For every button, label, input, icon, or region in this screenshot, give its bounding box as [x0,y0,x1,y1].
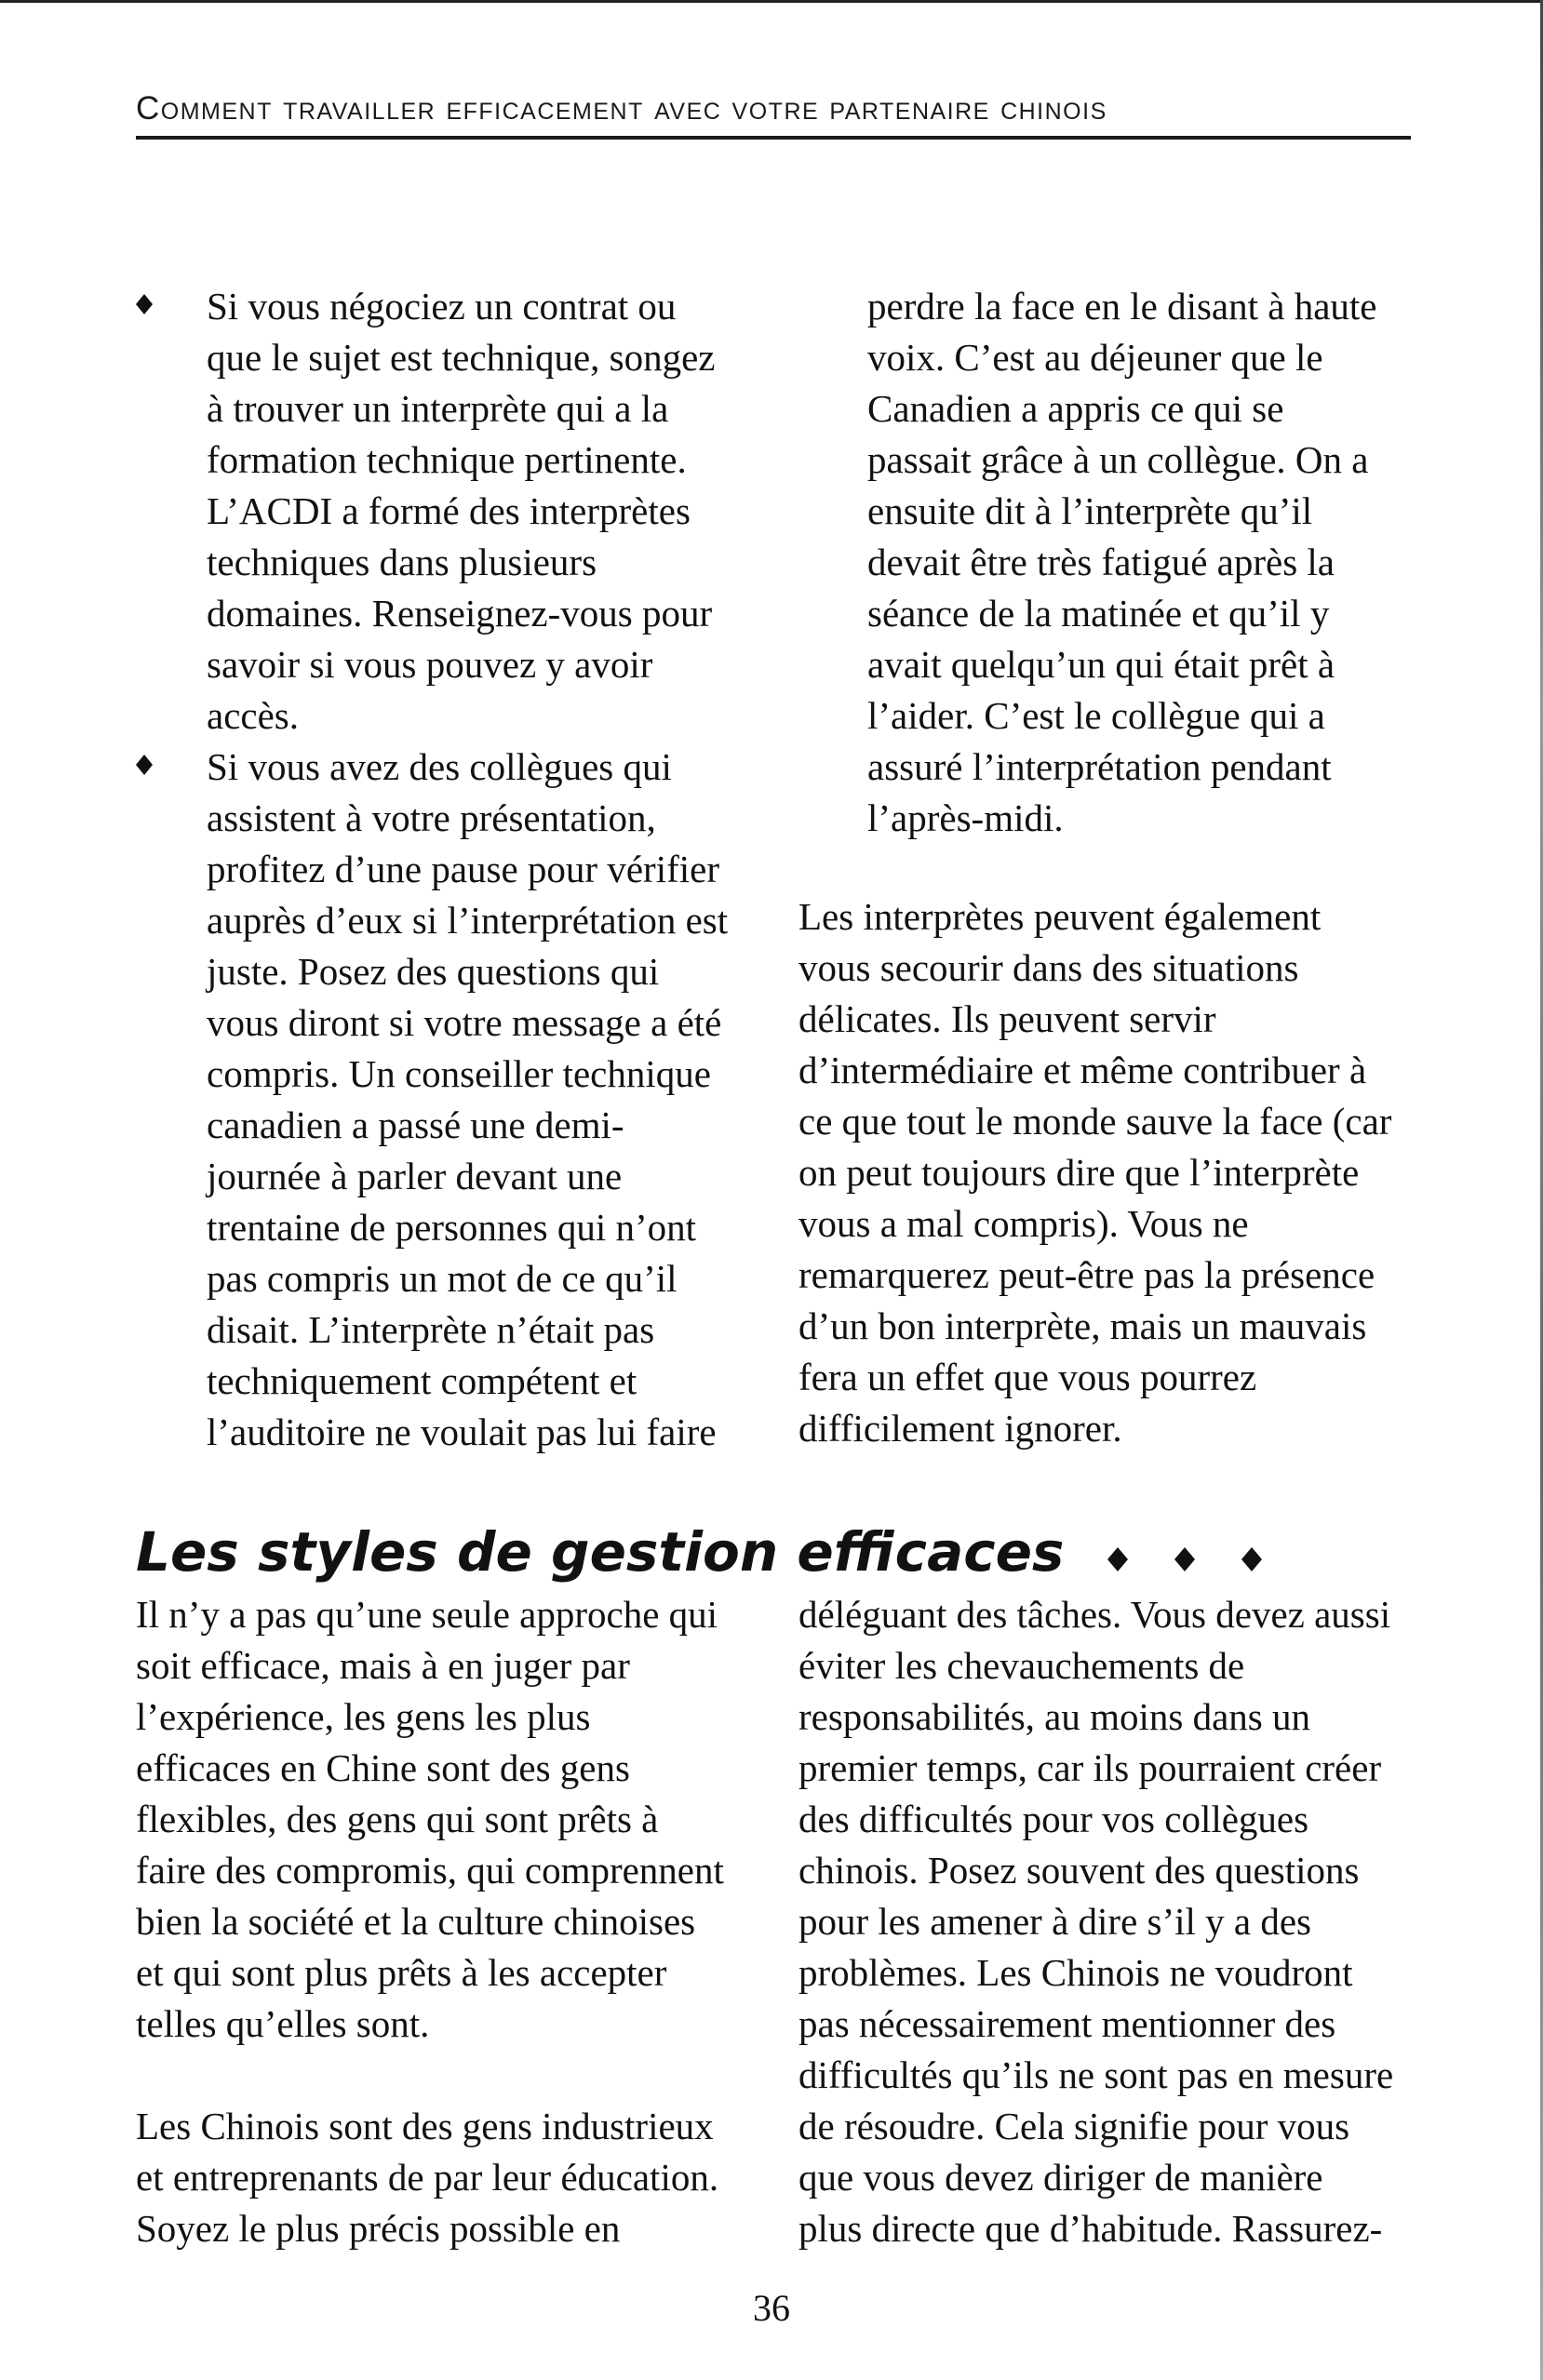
section-paragraph: Il n’y a pas qu’une seule approche qui soit efficace, mais à en juger par l’expérience, les gens les plus efficaces en Chine sont des gens flexibles, des gens qui sont prêts à faire des compromis, qui comprennent bien la société et la culture chinoises et qui sont plus prêts à les accepter telles qu’elles sont. [136,1593,724,2045]
bullet-item [207,281,765,742]
top-border-line [0,0,1543,3]
section-paragraph: Les Chinois sont des gens industrieux et entreprenants de par leur éducation. Soyez le plus précis possible en [136,2105,719,2250]
diamond-ornament-icon [1241,1547,1262,1571]
right-column-continuation: perdre la face en le disant à haute voix. C’est au déjeuner que le Canadien a appris ce qui se passait grâce à un collègue. On a ensuite dit à l’interprète qu’il devait être très fatigué après la séance de la matinée et qu’il y avait quelqu’un qui était prêt à l’aider. C’est le collègue qui a assuré l’interprétation pendant l’après-midi. [867,285,1377,839]
diamond-ornament-icon [1107,1547,1128,1571]
heading-ornaments [1107,1518,1290,1593]
diamond-bullet-icon [134,281,171,332]
page-number: 36 [753,2287,790,2329]
section-heading-text: Les styles de gestion efficaces [136,1520,1065,1584]
section-heading [136,1515,1290,1593]
header-rule [136,136,1411,140]
running-header: Comment travailler efficacement avec votre partenaire chinois [136,90,1107,127]
section-right-column: déléguant des tâches. Vous devez aussi éviter les chevauchements de responsabilités, au moins dans un premier temps, car ils pourraient créer des difficultés pour vos collègues chinois. Posez souvent des questions pour les amener à dire s’il y a des problèmes. Les Chinois ne voudront pas nécessairement mentionner des difficultés qu’ils ne sont pas en mesure de résoudre. Cela signifie pour vous que vous devez diriger de manière plus directe que d’habitude. Rassurez- [798,1593,1394,2250]
bullet-text: Si vous avez des collègues qui assistent à votre présentation, profitez d’une pause pour vérifier auprès d’eux si l’interprétation est juste. Posez des questions qui vous diront si votre message a été compris. Un conseiller technique canadien a passé une demi- journée à parler devant une trentaine de personnes qui n’ont pas compris un mot de ce qu’il disait. L’interprète n’était pas techniquement compétent et l’auditoire ne voulait pas lui faire [207,745,729,1453]
diamond-bullet-icon [134,742,171,793]
bullet-text: Si vous négociez un contrat ou que le sujet est technique, songez à trouver un interprète qui a la formation technique pertinente. L’ACDI a formé des interprètes techniques dans plusieurs domaines. Renseignez-vous pour savoir si vous pouvez y avoir accès. [207,285,716,737]
left-column-bullets [207,281,765,1458]
bullet-item [207,742,765,1458]
diamond-ornament-icon [1174,1547,1195,1571]
section-left-column [136,1589,769,2254]
right-column-paragraph: Les interprètes peuvent également vous secourir dans des situations délicates. Ils peuvent servir d’intermédiaire et même contribuer à ce que tout le monde sauve la face (car on peut toujours dire que l’interprète vous a mal compris). Vous ne remarquerez peut-être pas la présence d’un bon interprète, mais un mauvais fera un effet que vous pourrez difficilement ignorer. [798,895,1392,1450]
